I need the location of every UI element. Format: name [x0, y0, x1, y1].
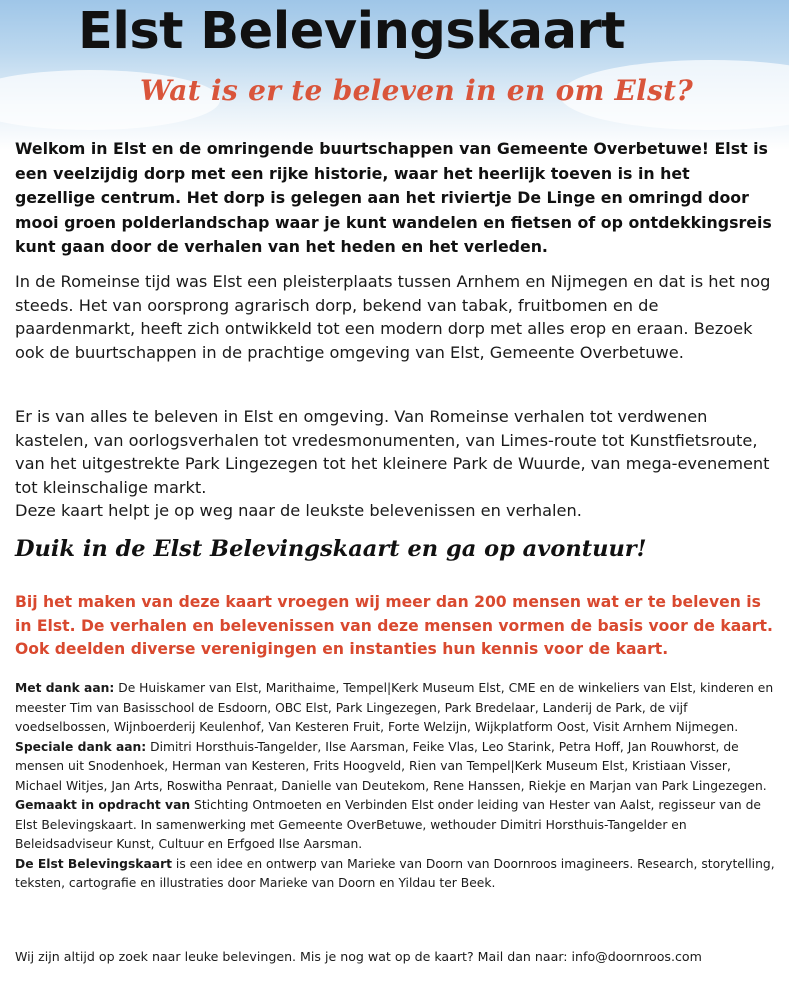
credits-block	[15, 679, 775, 894]
highlight-paragraph: Bij het maken van deze kaart vroegen wij meer dan 200 mensen wat er te beleven is in Elst. De verhalen en belevenissen van deze mensen vormen de basis voor de kaart. Ook deelden diverse verenigingen en instanties hun kennis voor de kaart.	[15, 593, 773, 658]
history-paragraph: In de Romeinse tijd was Elst een pleisterplaats tussen Arnhem en Nijmegen en dat is het nog steeds. Het van oorsprong agrarisch dorp, bekend van tabak, fruitbomen en de paardenmarkt, heeft zich ontwikkeld tot een modern dorp met alles erop en eraan. Bezoek ook de buurtschappen in de prachtige omgeving van Elst, Gemeente Overbetuwe.	[15, 272, 771, 362]
activities-text: Er is van alles te beleven in Elst en omgeving. Van Romeinse verhalen tot verdwenen kastelen, van oorlogsverhalen tot vredesmonumenten, van Limes-route tot Kunstfietsroute, van het uitgestrekte Park Lingezegen tot het kleinere Park de Wuurde, van mega-evenement tot kleinschalige markt.	[15, 407, 770, 497]
commissioned-label: Gemaakt in opdracht van	[15, 798, 191, 812]
footer-text: Wij zijn altijd op zoek naar leuke belevingen. Mis je nog wat op de kaart? Mail dan naar:	[15, 949, 572, 964]
thanks-label: Met dank aan:	[15, 681, 115, 695]
intro-paragraph	[15, 137, 775, 260]
map-help-text: Deze kaart helpt je op weg naar de leukste belevenissen en verhalen.	[15, 501, 582, 521]
page-subtitle: Wat is er te beleven in en om Elst?	[140, 74, 694, 107]
special-thanks-label: Speciale dank aan:	[15, 739, 147, 754]
intro-text: en de omringende buurtschappen van Gemeente Overbetuwe! Elst is een veelzijdig dorp met een rijke historie, waar het heerlijk toeven is in het gezellige centrum. Het dorp is gelegen aan het riviertje De Linge en omringd door mooi groen polderlandschap waar je kunt wandelen en fietsen of op ontdekkingsreis kunt gaan door de verhalen van het heden en het verleden.	[15, 139, 772, 257]
idea-text: is een idee en ontwerp van Marieke van Doorn van Doornroos imagineers. Research, storytelling, teksten, cartografie en illustraties door Marieke van Doorn en Yildau ter Beek.	[15, 856, 775, 890]
idea-label: De Elst Belevingskaart	[15, 856, 173, 871]
special-thanks-text: Dimitri Horsthuis-Tangelder, Ilse Aarsman, Feike Vlas, Leo Starink, Petra Hoff, Jan Rouwhorst, de mensen uit Snodenhoek, Herman van Kesteren, Frits Hoogveld, Rien van Tempel|Kerk Museum Elst, Kristiaan Visser, Michael Witjes, Jan Arts, Roswitha Penraat, Danielle van Deutekom, Rene Hanssen, Riekje en Marjan van Park Lingezegen.	[15, 739, 767, 793]
intro-lead: Welkom in Elst	[15, 139, 147, 158]
commissioned-text: Stichting Ontmoeten en Verbinden Elst onder leiding van Hester van Aalst, regisseur van de Elst Belevingskaart. In samenwerking met Gemeente OverBetuwe, wethouder Dimitri Horsthuis-Tangelder en Beleidsadviseur Kunst, Cultuur en Erfgoed Ilse Aarsman.	[15, 798, 761, 851]
footer-contact	[15, 949, 702, 964]
thanks-text: De Huiskamer van Elst, Marithaime, Tempel|Kerk Museum Elst, CME en de winkeliers van Elst, kinderen en meester Tim van Basisschool de Esdoorn, OBC Elst, Park Lingezegen, Park Bredelaar, Landerij de Park, de vijf voedselbossen, Wijnboerderij Keulenhof, Van Kesteren Fruit, Forte Welzijn, Wijkplatform Oost, Visit Arnhem Nijmegen.	[15, 681, 774, 734]
call-to-action-heading: Duik in de Elst Belevingskaart en ga op avontuur!	[15, 536, 647, 562]
activities-paragraph	[15, 405, 775, 523]
contact-email: info@doornroos.com	[571, 949, 702, 964]
page-title: Elst Belevingskaart	[78, 2, 626, 61]
